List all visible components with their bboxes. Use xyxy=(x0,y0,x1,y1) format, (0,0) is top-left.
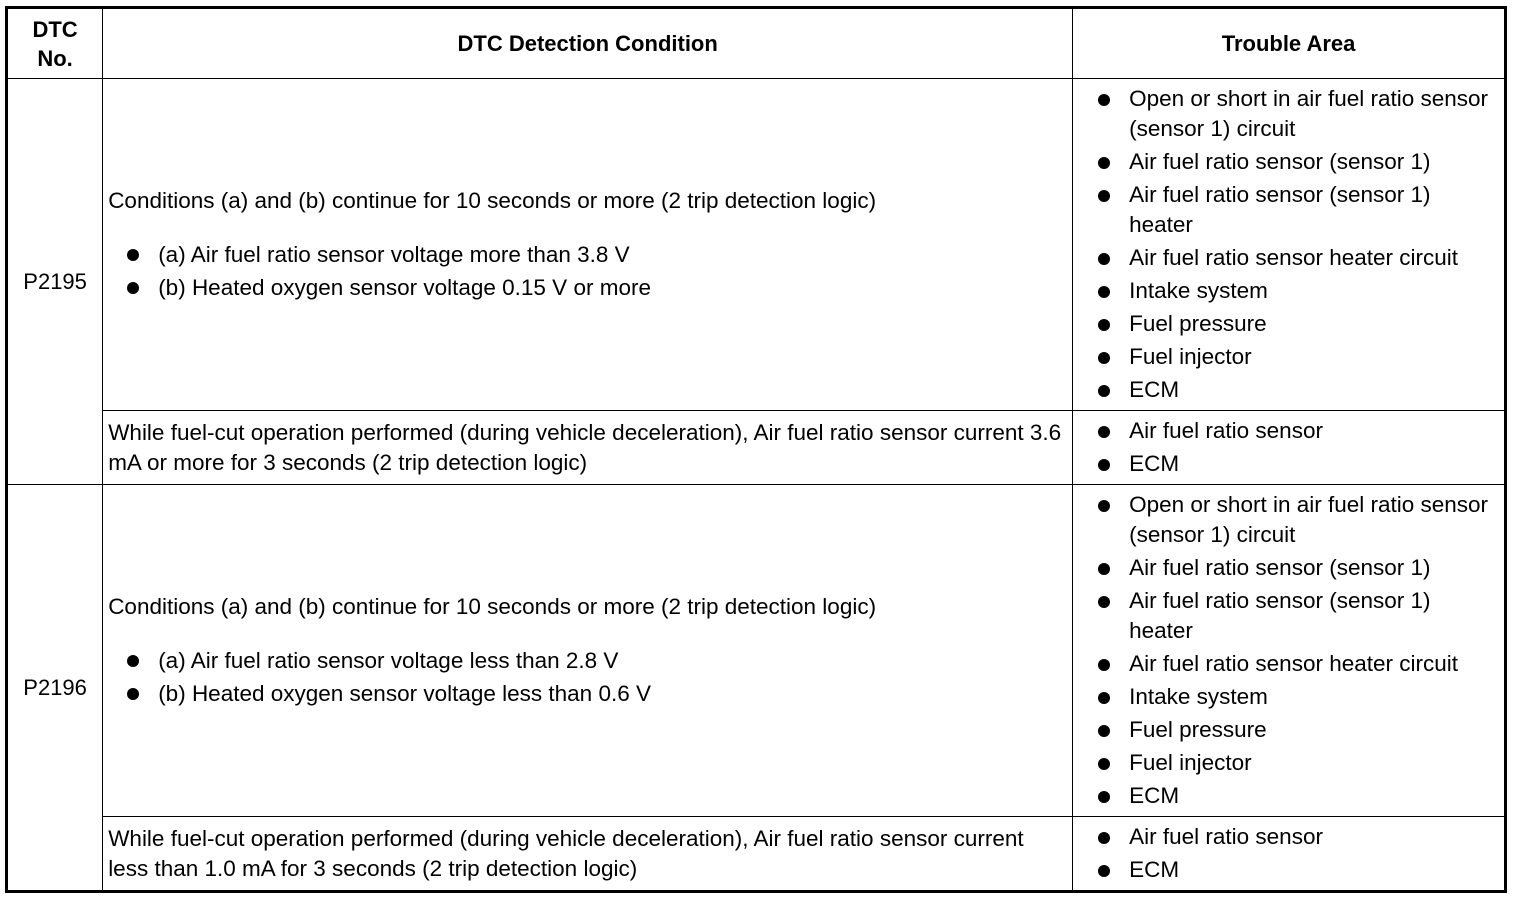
list-item: (b) Heated oxygen sensor voltage less than 0.6 V xyxy=(108,677,1068,710)
trouble-area xyxy=(1073,79,1506,411)
condition-intro: Conditions (a) and (b) continue for 10 seconds or more (2 trip detection logic) xyxy=(108,187,877,213)
table-row xyxy=(7,411,1506,485)
list-item: ECM xyxy=(1073,449,1500,479)
list-item: Air fuel ratio sensor heater circuit xyxy=(1073,243,1500,273)
header-dtc-no: DTC No. xyxy=(7,8,103,79)
list-item: Air fuel ratio sensor heater circuit xyxy=(1073,649,1500,679)
trouble-area xyxy=(1073,817,1506,892)
condition-intro: Conditions (a) and (b) continue for 10 seconds or more (2 trip detection logic) xyxy=(108,593,877,619)
dtc-table xyxy=(5,6,1507,893)
list-item: ECM xyxy=(1073,375,1500,405)
list-item: Air fuel ratio sensor (sensor 1) heater xyxy=(1073,586,1500,646)
trouble-area-list xyxy=(1073,416,1500,479)
trouble-area-list xyxy=(1073,490,1500,811)
dtc-code: P2196 xyxy=(7,485,103,892)
header-row xyxy=(7,8,1506,79)
trouble-area xyxy=(1073,411,1506,485)
list-item: Air fuel ratio sensor xyxy=(1073,822,1500,852)
list-item: (a) Air fuel ratio sensor voltage more than 3.8 V xyxy=(108,238,1068,271)
list-item: (a) Air fuel ratio sensor voltage less than 2.8 V xyxy=(108,644,1068,677)
list-item: Air fuel ratio sensor (sensor 1) xyxy=(1073,147,1500,177)
list-item: Air fuel ratio sensor (sensor 1) xyxy=(1073,553,1500,583)
list-item: Fuel injector xyxy=(1073,748,1500,778)
table-row xyxy=(7,79,1506,411)
list-item: Fuel pressure xyxy=(1073,715,1500,745)
table-row xyxy=(7,485,1506,817)
list-item: Air fuel ratio sensor (sensor 1) heater xyxy=(1073,180,1500,240)
detection-condition xyxy=(103,79,1073,411)
header-detection-condition: DTC Detection Condition xyxy=(103,8,1073,79)
detection-condition xyxy=(103,485,1073,817)
detection-condition: While fuel-cut operation performed (during vehicle deceleration), Air fuel ratio sensor current less than 1.0 mA for 3 seconds (2 trip detection logic) xyxy=(103,817,1073,892)
dtc-code: P2195 xyxy=(7,79,103,485)
list-item: (b) Heated oxygen sensor voltage 0.15 V or more xyxy=(108,271,1068,304)
list-item: ECM xyxy=(1073,855,1500,885)
table-row xyxy=(7,817,1506,892)
list-item: Air fuel ratio sensor xyxy=(1073,416,1500,446)
list-item: ECM xyxy=(1073,781,1500,811)
header-trouble-area: Trouble Area xyxy=(1073,8,1506,79)
list-item: Open or short in air fuel ratio sensor (sensor 1) circuit xyxy=(1073,490,1500,550)
condition-list xyxy=(108,644,1068,710)
detection-condition: While fuel-cut operation performed (during vehicle deceleration), Air fuel ratio sensor current 3.6 mA or more for 3 seconds (2 trip detection logic) xyxy=(103,411,1073,485)
list-item: Intake system xyxy=(1073,682,1500,712)
trouble-area-list xyxy=(1073,84,1500,405)
list-item: Fuel injector xyxy=(1073,342,1500,372)
trouble-area-list xyxy=(1073,822,1500,885)
list-item: Fuel pressure xyxy=(1073,309,1500,339)
list-item: Open or short in air fuel ratio sensor (sensor 1) circuit xyxy=(1073,84,1500,144)
list-item: Intake system xyxy=(1073,276,1500,306)
condition-list xyxy=(108,238,1068,304)
trouble-area xyxy=(1073,485,1506,817)
